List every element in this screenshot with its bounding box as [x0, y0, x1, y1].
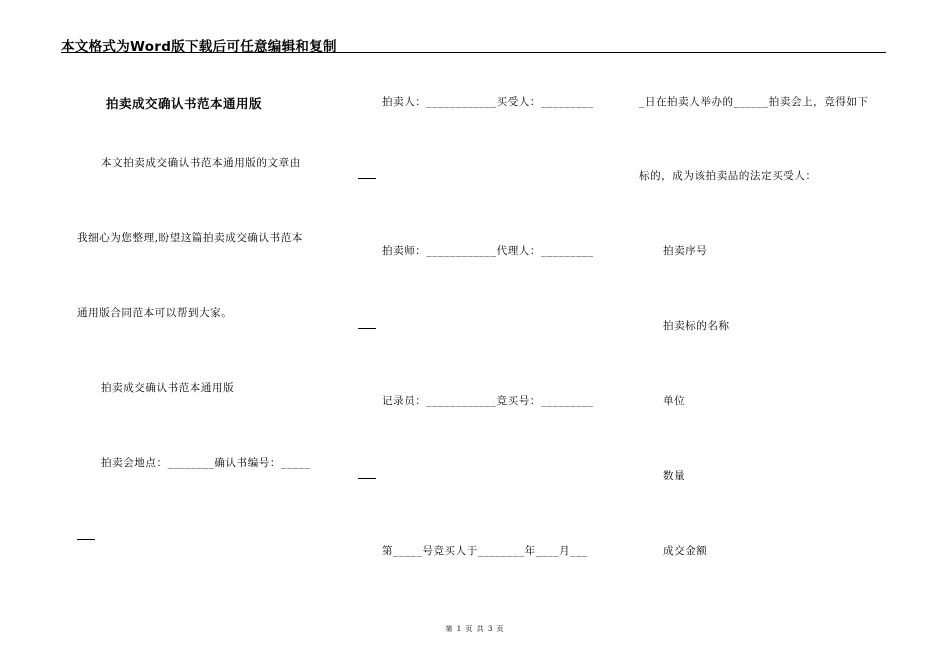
field-unit: 单位	[663, 395, 686, 407]
field-quantity: 数量	[663, 470, 686, 482]
intro-line-2: 我细心为您整理,盼望这篇拍卖成交确认书范本	[77, 232, 303, 244]
section-heading: 拍卖成交确认书范本通用版	[101, 382, 235, 394]
auction-statement-line-2: 标的，成为该拍卖品的法定买受人：	[639, 170, 817, 182]
auction-master-agent-line: 拍卖师：____________代理人：_________	[382, 245, 594, 257]
document-header: 本文格式为Word版下载后可任意编辑和复制	[61, 39, 337, 55]
auction-statement-line-1: _日在拍卖人举办的______拍卖会上，竞得如下	[639, 96, 869, 108]
auctioneer-buyer-line: 拍卖人：____________买受人：_________	[382, 96, 594, 108]
field-transaction-amount: 成交金额	[663, 545, 708, 557]
venue-field-line: 拍卖会地点：________确认书编号：_____	[101, 457, 311, 469]
intro-line-1: 本文拍卖成交确认书范本通用版的文章由	[101, 157, 301, 169]
field-lot-number: 拍卖序号	[663, 245, 708, 257]
line-continuation	[77, 539, 95, 540]
field-lot-name: 拍卖标的名称	[663, 320, 730, 332]
line-continuation	[358, 478, 376, 479]
bidder-date-line: 第_____号竞买人于________年____月___	[382, 545, 588, 557]
line-continuation	[358, 328, 376, 329]
recorder-bid-number-line: 记录员：____________竞买号：_________	[382, 395, 594, 407]
page-number: 第 1 页 共 3 页	[445, 625, 505, 633]
header-rule	[61, 52, 886, 53]
intro-line-3: 通用版合同范本可以帮到大家。	[77, 307, 233, 319]
line-continuation	[358, 178, 376, 179]
document-title: 拍卖成交确认书范本通用版	[106, 96, 263, 111]
